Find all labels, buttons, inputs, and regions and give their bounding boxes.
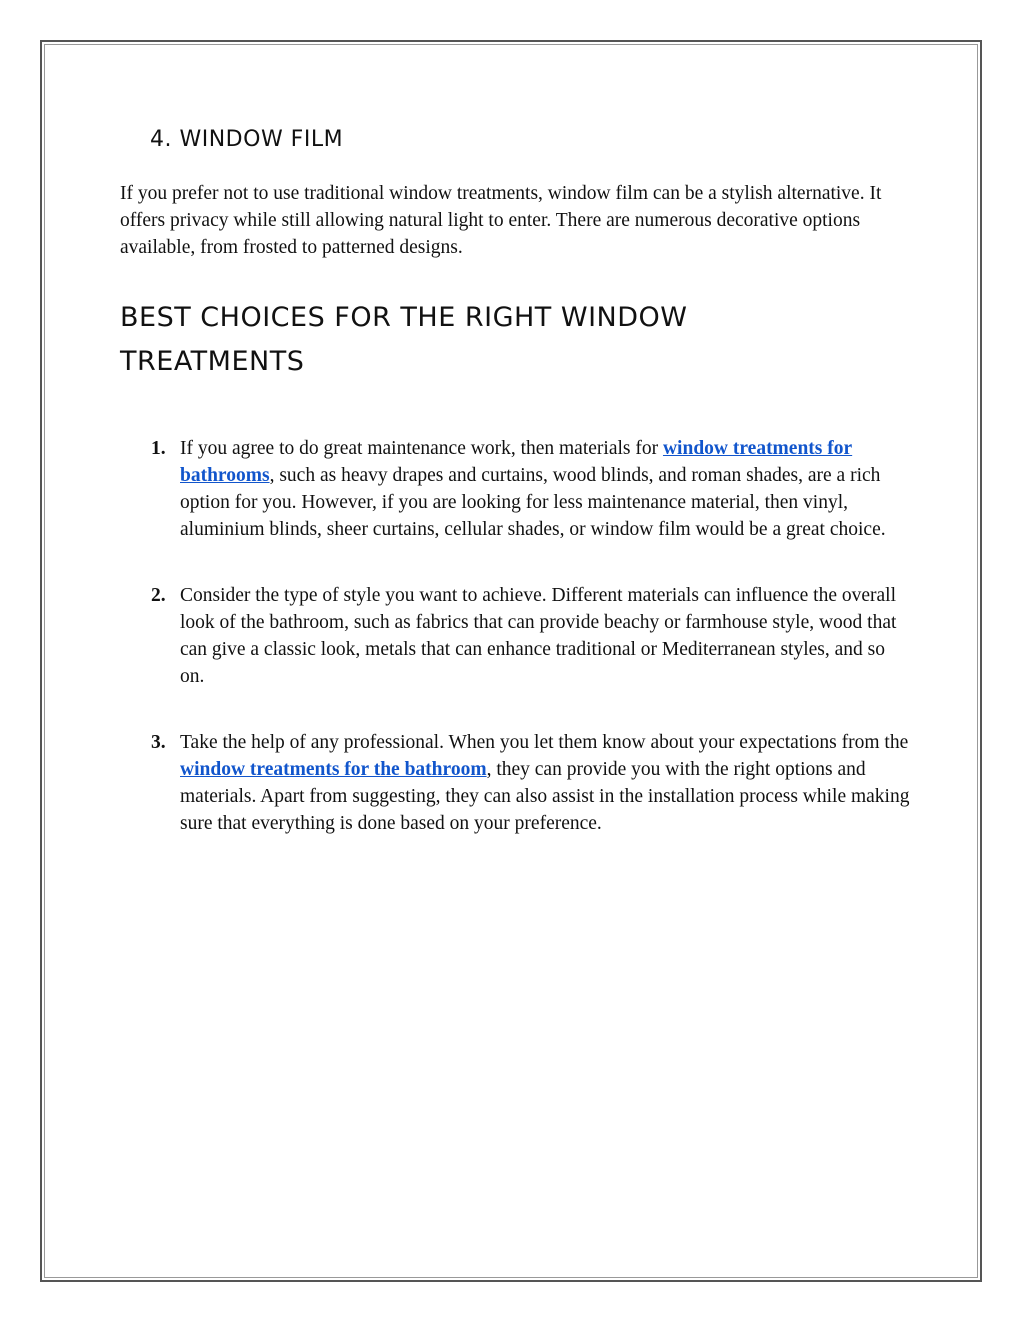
item-text: Take the help of any professional. When you let them know about your expectations from the (180, 732, 909, 753)
main-heading: BEST CHOICES FOR THE RIGHT WINDOW TREATMENTS (120, 302, 688, 377)
item-text: , they can provide you with the right options and materials. Apart from suggesting, they can also assist in the installation process while making sure that everything is done based on your preference. (180, 759, 910, 834)
section-heading: 4. WINDOW FILM (150, 127, 344, 152)
list-item (120, 729, 910, 837)
list-number: 3. (151, 732, 166, 753)
bathroom-treatment-link[interactable]: window treatments for the bathroom (180, 759, 487, 780)
list-number: 2. (151, 585, 166, 606)
item-text: If you agree to do great maintenance work, then materials for (180, 438, 663, 459)
list-item (120, 582, 910, 690)
list-number: 1. (151, 438, 166, 459)
item-text: , such as heavy drapes and curtains, wood blinds, and roman shades, are a rich option for you. However, if you are looking for less maintenance material, then vinyl, aluminium blinds, sheer curtains, cellular shades, or window film would be a great choice. (180, 465, 886, 540)
bathroom-treatments-link[interactable]: window treatments for bathrooms (180, 438, 853, 486)
choices-list (120, 435, 910, 876)
list-item (120, 435, 910, 543)
item-text: Consider the type of style you want to achieve. Different materials can influence the overall look of the bathroom, such as fabrics that can provide beachy or farmhouse style, wood that can give a classic look, metals that can enhance traditional or Mediterranean styles, and so on. (180, 585, 897, 687)
intro-paragraph: If you prefer not to use traditional window treatments, window film can be a stylish alternative. It offers privacy while still allowing natural light to enter. There are numerous decorative options available, from frosted to patterned designs. (120, 183, 882, 258)
